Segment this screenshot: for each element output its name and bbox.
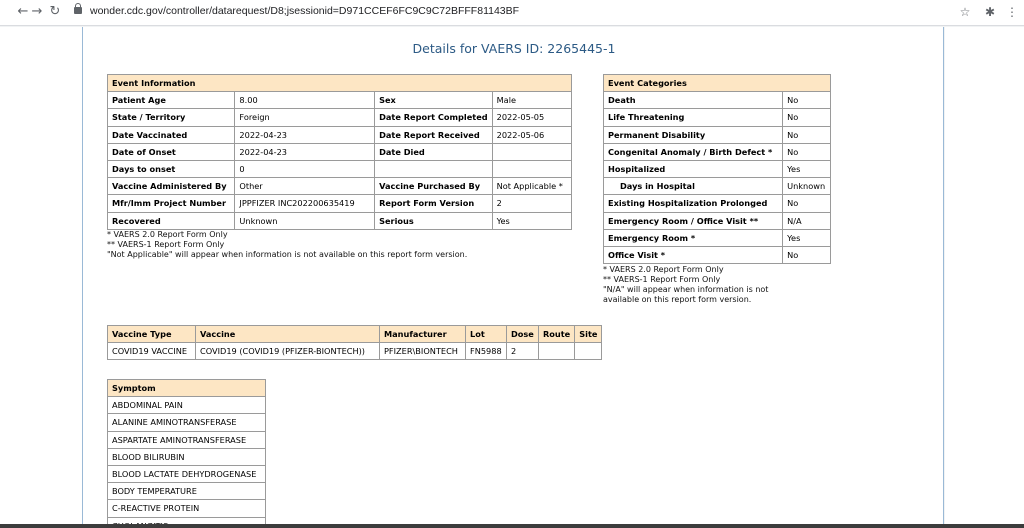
taskbar-edge bbox=[0, 524, 1024, 528]
vaccine-name-cell: COVID19 (COVID19 (PFIZER-BIONTECH)) bbox=[196, 343, 380, 360]
category-label: Congenital Anomaly / Birth Defect * bbox=[604, 143, 783, 160]
category-value: No bbox=[783, 246, 831, 263]
footnote: * VAERS 2.0 Report Form Only bbox=[603, 265, 724, 274]
table-row bbox=[108, 343, 602, 360]
info-value: Unknown bbox=[235, 212, 375, 229]
category-value: No bbox=[783, 143, 831, 160]
footnote: available on this report form version. bbox=[603, 295, 752, 304]
category-value: No bbox=[783, 92, 831, 109]
symptom-cell: ABDOMINAL PAIN bbox=[108, 397, 266, 414]
footnote: "Not Applicable" will appear when information is not available on this report form version. bbox=[107, 250, 468, 259]
category-value: No bbox=[783, 109, 831, 126]
info-label: Date of Onset bbox=[108, 143, 235, 160]
category-value: Unknown bbox=[783, 178, 831, 195]
table-row bbox=[604, 246, 831, 263]
symptom-cell: BODY TEMPERATURE bbox=[108, 483, 266, 500]
info-value: Yes bbox=[492, 212, 571, 229]
event-categories-table bbox=[603, 74, 831, 264]
column-header: Dose bbox=[507, 326, 539, 343]
table-row bbox=[604, 195, 831, 212]
table-row bbox=[108, 143, 572, 160]
table-row bbox=[108, 414, 266, 431]
column-header: Vaccine Type bbox=[108, 326, 196, 343]
browser-toolbar bbox=[0, 0, 1024, 26]
table-row bbox=[604, 109, 831, 126]
category-label: Office Visit * bbox=[604, 246, 783, 263]
info-label: Report Form Version bbox=[375, 195, 493, 212]
table-row bbox=[604, 178, 831, 195]
symptom-cell: ASPARTATE AMINOTRANSFERASE bbox=[108, 431, 266, 448]
manufacturer-cell: PFIZER\BIONTECH bbox=[380, 343, 466, 360]
info-label: Serious bbox=[375, 212, 493, 229]
category-value: No bbox=[783, 195, 831, 212]
table-row bbox=[108, 500, 266, 517]
category-value: No bbox=[783, 126, 831, 143]
symptom-cell: BLOOD LACTATE DEHYDROGENASE bbox=[108, 465, 266, 482]
table-row bbox=[108, 160, 572, 177]
symptom-cell: ALANINE AMINOTRANSFERASE bbox=[108, 414, 266, 431]
table-row bbox=[108, 126, 572, 143]
info-label: Patient Age bbox=[108, 92, 235, 109]
route-cell bbox=[539, 343, 575, 360]
table-row bbox=[108, 448, 266, 465]
back-arrow-icon[interactable]: ← bbox=[17, 4, 29, 19]
column-header: Lot bbox=[466, 326, 507, 343]
event-info-footnotes bbox=[107, 230, 467, 260]
category-label: Death bbox=[604, 92, 783, 109]
page-title: Details for VAERS ID: 2265445-1 bbox=[412, 41, 616, 56]
table-row bbox=[108, 92, 572, 109]
dose-cell: 2 bbox=[507, 343, 539, 360]
table-row bbox=[604, 126, 831, 143]
info-value: 2022-04-23 bbox=[235, 126, 375, 143]
category-value: N/A bbox=[783, 212, 831, 229]
column-header: Site bbox=[575, 326, 602, 343]
category-value: Yes bbox=[783, 229, 831, 246]
event-information-header: Event Information bbox=[108, 75, 572, 92]
info-value: 2022-04-23 bbox=[235, 143, 375, 160]
info-value: 2022-05-06 bbox=[492, 126, 571, 143]
table-row bbox=[108, 431, 266, 448]
info-value: Male bbox=[492, 92, 571, 109]
symptom-table bbox=[107, 379, 266, 528]
footnote: ** VAERS-1 Report Form Only bbox=[603, 275, 721, 284]
lock-icon bbox=[74, 7, 82, 14]
category-label: Life Threatening bbox=[604, 109, 783, 126]
info-value: Foreign bbox=[235, 109, 375, 126]
footnote: ** VAERS-1 Report Form Only bbox=[107, 240, 225, 249]
column-header: Route bbox=[539, 326, 575, 343]
vaccine-type-cell: COVID19 VACCINE bbox=[108, 343, 196, 360]
table-row bbox=[108, 195, 572, 212]
table-row bbox=[108, 178, 572, 195]
browser-menu-icon[interactable]: ⋮ bbox=[1006, 5, 1018, 19]
info-label bbox=[375, 160, 493, 177]
info-value bbox=[492, 160, 571, 177]
reload-icon[interactable]: ↻ bbox=[49, 4, 61, 19]
info-value: 8.00 bbox=[235, 92, 375, 109]
info-label: Vaccine Purchased By bbox=[375, 178, 493, 195]
column-header: Vaccine bbox=[196, 326, 380, 343]
category-label: Days in Hospital bbox=[604, 178, 783, 195]
table-row bbox=[604, 229, 831, 246]
event-categories-header: Event Categories bbox=[604, 75, 831, 92]
footnote: "N/A" will appear when information is not bbox=[603, 285, 769, 294]
bookmark-star-icon[interactable]: ☆ bbox=[959, 5, 971, 19]
info-label: Vaccine Administered By bbox=[108, 178, 235, 195]
category-label: Emergency Room / Office Visit ** bbox=[604, 212, 783, 229]
event-information-table bbox=[107, 74, 572, 230]
info-label: Recovered bbox=[108, 212, 235, 229]
forward-arrow-icon[interactable]: → bbox=[31, 4, 43, 19]
table-row bbox=[604, 143, 831, 160]
info-label: Mfr/Imm Project Number bbox=[108, 195, 235, 212]
info-label: Date Report Received bbox=[375, 126, 493, 143]
category-label: Hospitalized bbox=[604, 160, 783, 177]
table-row bbox=[108, 465, 266, 482]
url-text[interactable]: wonder.cdc.gov/controller/datarequest/D8;jsessionid=D971CCEF6FC9C9C72BFFF81143BF bbox=[90, 5, 520, 17]
column-header: Manufacturer bbox=[380, 326, 466, 343]
table-row bbox=[108, 483, 266, 500]
table-row bbox=[108, 397, 266, 414]
vaccine-table bbox=[107, 325, 602, 360]
category-label: Existing Hospitalization Prolonged bbox=[604, 195, 783, 212]
address-bar[interactable] bbox=[66, 3, 978, 23]
table-row bbox=[604, 160, 831, 177]
info-label: Sex bbox=[375, 92, 493, 109]
table-row bbox=[108, 109, 572, 126]
info-label: Date Vaccinated bbox=[108, 126, 235, 143]
report-page bbox=[82, 27, 944, 528]
info-label: Date Died bbox=[375, 143, 493, 160]
table-row bbox=[108, 212, 572, 229]
info-value: 0 bbox=[235, 160, 375, 177]
info-label: Days to onset bbox=[108, 160, 235, 177]
info-value: JPPFIZER INC202200635419 bbox=[235, 195, 375, 212]
category-value: Yes bbox=[783, 160, 831, 177]
page-margin-left bbox=[0, 27, 82, 528]
table-row bbox=[604, 212, 831, 229]
category-label: Emergency Room * bbox=[604, 229, 783, 246]
info-value bbox=[492, 143, 571, 160]
symptom-cell: BLOOD BILIRUBIN bbox=[108, 448, 266, 465]
footnote: * VAERS 2.0 Report Form Only bbox=[107, 230, 228, 239]
event-categories-footnotes bbox=[603, 265, 768, 305]
table-row bbox=[604, 92, 831, 109]
lot-cell: FN5988 bbox=[466, 343, 507, 360]
info-label: Date Report Completed bbox=[375, 109, 493, 126]
site-cell bbox=[575, 343, 602, 360]
info-label: State / Territory bbox=[108, 109, 235, 126]
info-value: Not Applicable * bbox=[492, 178, 571, 195]
info-value: 2 bbox=[492, 195, 571, 212]
extensions-icon[interactable]: ✱ bbox=[984, 5, 996, 19]
info-value: 2022-05-05 bbox=[492, 109, 571, 126]
category-label: Permanent Disability bbox=[604, 126, 783, 143]
symptom-header: Symptom bbox=[108, 380, 266, 397]
symptom-cell: C-REACTIVE PROTEIN bbox=[108, 500, 266, 517]
page-margin-right bbox=[945, 27, 1024, 528]
info-value: Other bbox=[235, 178, 375, 195]
